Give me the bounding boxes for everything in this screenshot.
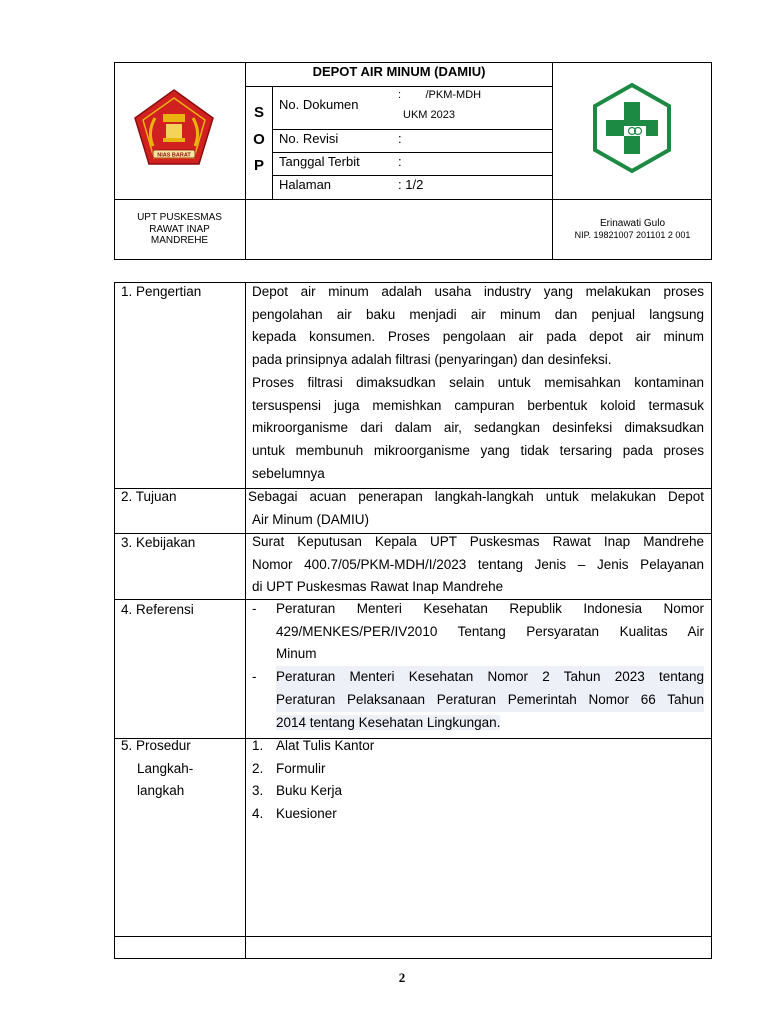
label-line: 5. Prosedur bbox=[121, 738, 191, 753]
list-marker: - bbox=[252, 669, 257, 685]
sop-letter: S bbox=[253, 104, 264, 121]
list-text: Kuesioner bbox=[276, 806, 337, 822]
signer-nip: NIP. 19821007 201101 2 001 bbox=[574, 230, 691, 240]
list-text: Formulir bbox=[276, 760, 326, 776]
text-line: Proses filtrasi dimaksudkan selain untuk memisahkan kontaminan bbox=[252, 374, 704, 390]
section-label-pengertian: 1. Pengertian bbox=[121, 284, 202, 299]
text-line: Sebagai acuan penerapan langkah-langkah untuk melakukan Depot bbox=[248, 489, 704, 504]
doc-number-label: No. Dokumen bbox=[279, 97, 359, 112]
sop-letter: O bbox=[253, 131, 265, 148]
text-line: di UPT Puskesmas Rawat Inap Mandrehe bbox=[252, 579, 504, 595]
signer-name: Erinawati Gulo bbox=[599, 218, 666, 229]
header-divider bbox=[245, 62, 246, 260]
text-line: Minum bbox=[276, 646, 317, 662]
list-item bbox=[252, 758, 704, 781]
issue-date-value: : bbox=[398, 154, 402, 169]
page-title: DEPOT AIR MINUM (DAMIU) bbox=[312, 64, 486, 79]
revision-label: No. Revisi bbox=[279, 131, 339, 146]
text-line: 429/MENKES/PER/IV2010 Tentang Persyaratan Kualitas Air bbox=[276, 623, 704, 639]
section-label-prosedur bbox=[121, 735, 239, 803]
section-label-kebijakan: 3. Kebijakan bbox=[121, 535, 196, 550]
text-line: pada prinsipnya adalah filtrasi (penyaringan) dan desinfeksi. bbox=[252, 352, 612, 368]
text-line: Surat Keputusan Kepala UPT Puskesmas Rawat Inap Mandrehe bbox=[252, 534, 704, 549]
revision-value: : bbox=[398, 131, 402, 146]
list-marker: 1. bbox=[252, 738, 264, 753]
page-value: : 1/2 bbox=[398, 177, 424, 192]
label-line: Langkah- bbox=[137, 760, 194, 776]
text-line: untuk membunuh mikroorganisme yang tidak tersaring pada proses bbox=[252, 442, 704, 458]
text-line: tersuspensi juga memishkan campuran berbentuk koloid termasuk bbox=[252, 397, 704, 413]
header-divider bbox=[272, 129, 552, 130]
page-label: Halaman bbox=[279, 177, 332, 192]
list-marker: 4. bbox=[252, 806, 264, 822]
institution-line: RAWAT INAP bbox=[149, 223, 210, 235]
table-divider bbox=[114, 936, 712, 937]
text-line: mikroorganisme dari dalam air, sedangkan desinfeksi dimaksudkan bbox=[252, 420, 704, 436]
text-line: Peraturan Menteri Kesehatan Republik Indonesia Nomor bbox=[276, 601, 704, 616]
section-text-kebijakan bbox=[252, 531, 704, 599]
header-divider bbox=[245, 86, 552, 87]
issue-date-label: Tanggal Terbit bbox=[279, 154, 360, 169]
text-line: kepada konsumen. Proses pengolaan air pada depot air minum bbox=[252, 329, 704, 345]
doc-number-value: : /PKM-MDH bbox=[398, 89, 482, 101]
text-line: Peraturan Menteri Kesehatan Nomor 2 Tahun 2023 tentang bbox=[276, 666, 704, 689]
regency-logo bbox=[133, 88, 215, 168]
list-marker: - bbox=[252, 601, 257, 616]
institution-line: UPT PUSKESMAS bbox=[137, 212, 222, 223]
list-text: Buku Kerja bbox=[276, 783, 343, 799]
header-divider bbox=[272, 175, 552, 176]
list-text: Alat Tulis Kantor bbox=[276, 738, 375, 753]
label-line: langkah bbox=[137, 783, 185, 799]
list-marker: 2. bbox=[252, 760, 264, 776]
list-item bbox=[252, 598, 704, 666]
section-text-referensi bbox=[252, 598, 704, 734]
page-number: 2 bbox=[398, 970, 406, 985]
header-divider bbox=[272, 152, 552, 153]
list-marker: 3. bbox=[252, 783, 264, 799]
list-item bbox=[252, 735, 704, 758]
table-divider bbox=[245, 282, 246, 959]
text-line: sebelumnya bbox=[252, 465, 325, 481]
text-line: 2014 tentang Kesehatan Lingkungan. bbox=[276, 714, 501, 730]
list-item bbox=[252, 803, 704, 826]
regency-logo-text: NIAS BARAT bbox=[157, 152, 191, 159]
sop-divider bbox=[272, 87, 273, 199]
institution-name bbox=[114, 212, 245, 247]
puskesmas-logo bbox=[586, 82, 678, 174]
institution-line: MANDREHE bbox=[150, 235, 209, 246]
list-item bbox=[252, 666, 704, 734]
section-text-tujuan bbox=[248, 486, 704, 531]
text-line: pengolahan air baku menjadi air minum dan penjual langsung bbox=[252, 306, 704, 322]
text-line: Depot air minum adalah usaha industry yang melakukan proses bbox=[252, 284, 704, 299]
header-divider bbox=[114, 199, 712, 200]
section-label-referensi: 4. Referensi bbox=[121, 602, 194, 617]
section-text-prosedur bbox=[252, 735, 704, 826]
section-label-tujuan: 2. Tujuan bbox=[121, 489, 177, 504]
text-line: Air Minum (DAMIU) bbox=[252, 511, 369, 527]
section-text-pengertian bbox=[252, 281, 704, 485]
doc-number-value-2: UKM 2023 bbox=[403, 109, 455, 121]
text-line: Nomor 400.7/05/PKM-MDH/I/2023 tentang Jenis – Jenis Pelayanan bbox=[252, 556, 704, 572]
sop-letter: P bbox=[253, 157, 264, 174]
list-item bbox=[252, 780, 704, 803]
text-line: Peraturan Pelaksanaan Peraturan Pemerintah Nomor 66 Tahun bbox=[276, 689, 704, 712]
